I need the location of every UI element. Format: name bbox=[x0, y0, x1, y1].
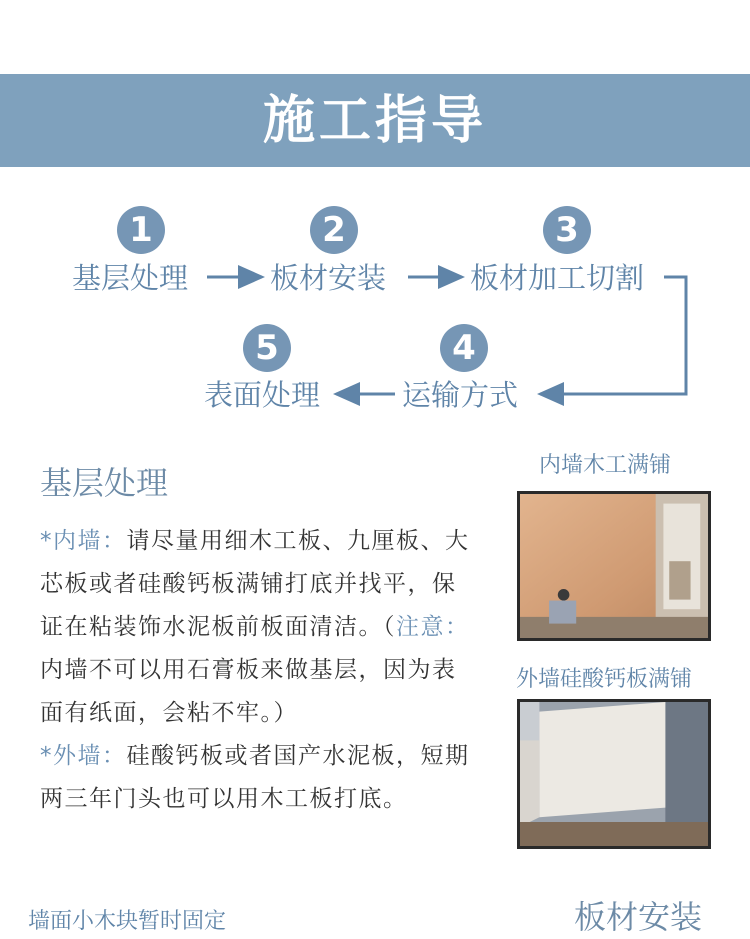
inner-wall-text: 请尽量用细木工板、九厘板、大芯板或者硅酸钙板满铺打底并找平，保证在粘装饰水泥板前板面清洁。（ bbox=[40, 528, 470, 640]
step-2-label: 板材安装 bbox=[270, 261, 387, 295]
section-title: 基层处理 bbox=[40, 464, 169, 502]
outer-wall-text: 硅酸钙板或者国产水泥板，短期两三年门头也可以用木工板打底。 bbox=[40, 743, 470, 812]
step-1-label: 基层处理 bbox=[72, 261, 189, 295]
step-4-label: 运输方式 bbox=[402, 378, 519, 412]
inner-photo-caption: 内墙木工满铺 bbox=[539, 453, 672, 478]
inner-wall-photo-image bbox=[520, 494, 708, 638]
step-5-label: 表面处理 bbox=[204, 378, 321, 412]
outer-wall-paragraph bbox=[40, 735, 470, 821]
inner-wall-note-text: 内墙不可以用石膏板来做基层，因为表面有纸面，会粘不牢。） bbox=[40, 657, 457, 726]
process-flow-arrows bbox=[0, 0, 750, 430]
step-3-badge: 3 bbox=[543, 206, 591, 254]
section-body bbox=[40, 520, 470, 821]
inner-wall-label: *内墙： bbox=[40, 528, 127, 554]
bottom-caption: 墙面小木块暂时固定 bbox=[28, 909, 227, 934]
step-5-badge: 5 bbox=[243, 324, 291, 372]
note-label: 注意： bbox=[396, 614, 470, 640]
outer-wall-label: *外墙： bbox=[40, 743, 127, 769]
inner-wall-photo bbox=[517, 491, 711, 641]
step-2-badge: 2 bbox=[310, 206, 358, 254]
step-4-badge: 4 bbox=[440, 324, 488, 372]
outer-wall-photo bbox=[517, 699, 711, 849]
step-3-label: 板材加工切割 bbox=[470, 261, 645, 295]
page-title: 施工指导 bbox=[262, 91, 487, 151]
next-section-title: 板材安装 bbox=[574, 898, 703, 936]
inner-wall-paragraph bbox=[40, 520, 470, 735]
step-1-badge: 1 bbox=[117, 206, 165, 254]
outer-photo-caption: 外墙硅酸钙板满铺 bbox=[516, 667, 693, 692]
outer-wall-photo-image bbox=[520, 702, 708, 846]
